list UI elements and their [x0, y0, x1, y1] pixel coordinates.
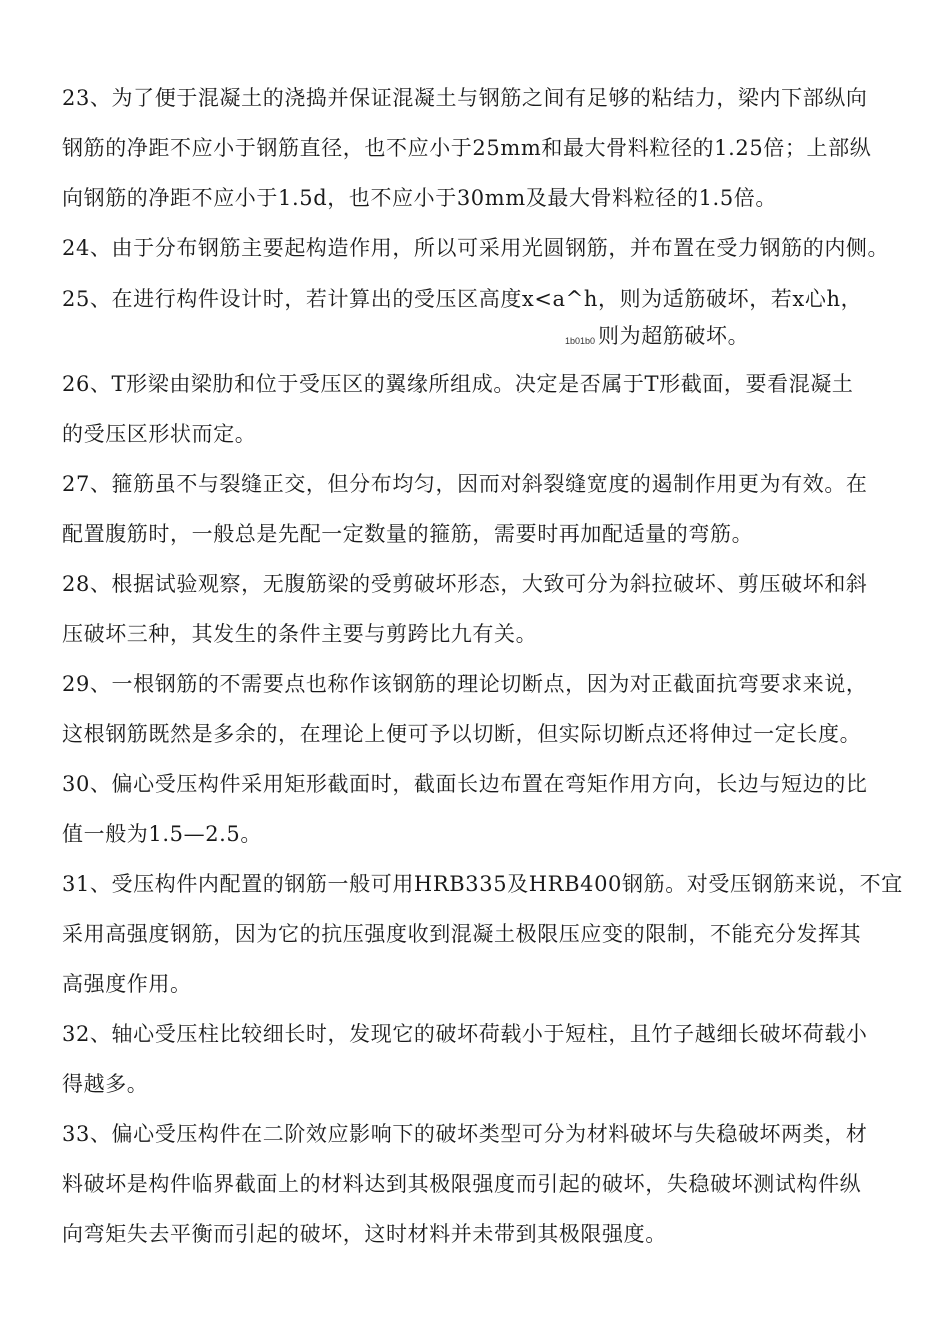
paragraph-27-line-2: 配置腹筋时，一般总是先配一定数量的箍筋，需要时再加配适量的弯筋。: [62, 522, 754, 546]
paragraph-29-line-1: 29、一根钢筋的不需要点也称作该钢筋的理论切断点，因为对正截面抗弯要求来说，: [62, 672, 868, 696]
paragraph-24-line-1: 24、由于分布钢筋主要起构造作用，所以可采用光圆钢筋，并布置在受力钢筋的内侧。: [62, 236, 890, 260]
paragraph-25-tail: 则为超筋破坏。: [598, 324, 750, 348]
paragraph-32-line-1: 32、轴心受压柱比较细长时，发现它的破坏荷载小于短柱，且竹子越细长破坏荷载小: [62, 1022, 868, 1046]
paragraph-29-line-2: 这根钢筋既然是多余的，在理论上便可予以切断，但实际切断点还将伸过一定长度。: [62, 722, 862, 746]
paragraph-32-line-2: 得越多。: [62, 1072, 149, 1096]
paragraph-31-line-1: 31、受压构件内配置的钢筋一般可用HRB335及HRB400钢筋。对受压钢筋来说，不宜: [62, 872, 903, 896]
paragraph-26-line-1: 26、T形梁由梁肋和位于受压区的翼缘所组成。决定是否属于T形截面，要看混凝土: [62, 372, 854, 396]
paragraph-25-line-1: 25、在进行构件设计时，若计算出的受压区高度x<a^h，则为适筋破坏，若x心h，: [62, 287, 863, 311]
paragraph-23-line-1: 23、为了便于混凝土的浇捣并保证混凝土与钢筋之间有足够的粘结力，梁内下部纵向: [62, 86, 868, 110]
paragraph-33-line-2: 料破坏是构件临界截面上的材料达到其极限强度而引起的破坏，失稳破坏测试构件纵: [62, 1172, 862, 1196]
paragraph-25-subscript: 1b01b0: [565, 336, 596, 346]
paragraph-26-line-2: 的受压区形状而定。: [62, 422, 257, 446]
paragraph-30-line-2: 值一般为1.5—2.5。: [62, 822, 262, 846]
paragraph-23-line-2: 钢筋的净距不应小于钢筋直径，也不应小于25mm和最大骨料粒径的1.25倍；上部纵: [62, 136, 872, 160]
paragraph-23-line-3: 向钢筋的净距不应小于1.5d，也不应小于30mm及最大骨料粒径的1.5倍。: [62, 186, 777, 210]
paragraph-31-line-3: 高强度作用。: [62, 972, 192, 996]
paragraph-33-line-3: 向弯矩失去平衡而引起的破坏，这时材料并未带到其极限强度。: [62, 1222, 667, 1246]
paragraph-28-line-1: 28、根据试验观察，无腹筋梁的受剪破坏形态，大致可分为斜拉破坏、剪压破坏和斜: [62, 572, 868, 596]
paragraph-28-line-2: 压破坏三种，其发生的条件主要与剪跨比九有关。: [62, 622, 538, 646]
paragraph-31-line-2: 采用高强度钢筋，因为它的抗压强度收到混凝土极限压应变的限制，不能充分发挥其: [62, 922, 862, 946]
paragraph-33-line-1: 33、偏心受压构件在二阶效应影响下的破坏类型可分为材料破坏与失稳破坏两类，材: [62, 1122, 868, 1146]
paragraph-30-line-1: 30、偏心受压构件采用矩形截面时，截面长边布置在弯矩作用方向，长边与短边的比: [62, 772, 868, 796]
paragraph-27-line-1: 27、箍筋虽不与裂缝正交，但分布均匀，因而对斜裂缝宽度的遏制作用更为有效。在: [62, 472, 868, 496]
